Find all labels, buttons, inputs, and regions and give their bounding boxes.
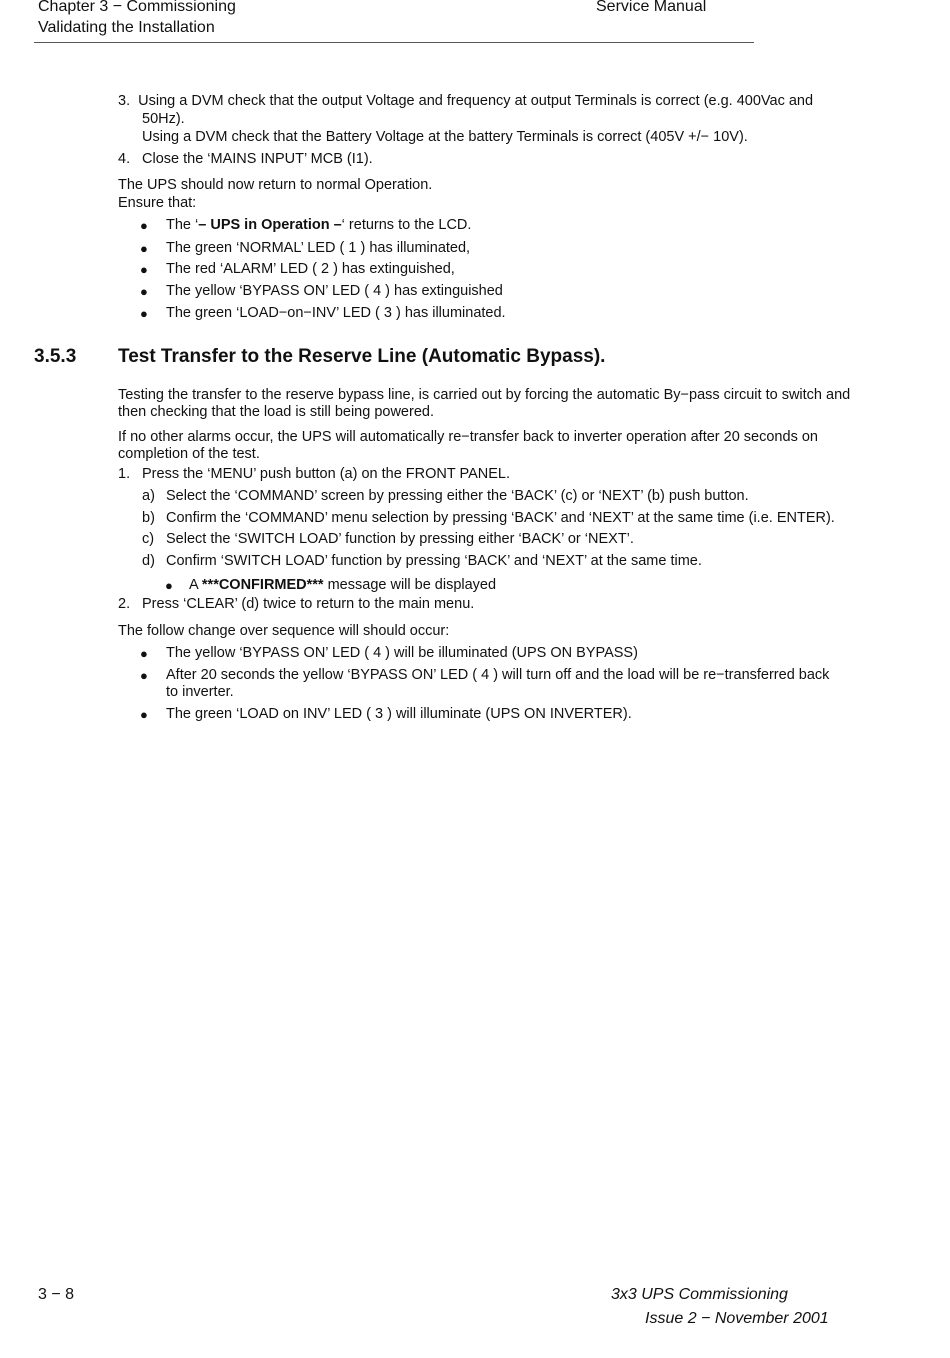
confirmed-post: message will be displayed (323, 577, 497, 593)
page-number: 3 − 8 (38, 1286, 75, 1303)
sequence-bullet-1 (139, 645, 844, 662)
step-2 (118, 596, 853, 613)
bullet-text-post: ‘ returns to the LCD. (341, 217, 472, 233)
step-number: 2. (118, 596, 131, 612)
bullet-text-bold: – UPS in Operation – (198, 217, 342, 233)
step-3-line-2: 50Hz). (142, 111, 185, 127)
bullet-icon: ● (140, 668, 148, 683)
step-number: 4. (118, 151, 131, 167)
step-number: 1. (118, 466, 131, 482)
confirmed-pre: A (189, 577, 202, 593)
bullet-text: After 20 seconds the yellow ‘BYPASS ON’ LED ( 4 ) will turn off and the load will be re−transferred back to inverter. (166, 667, 830, 700)
substep-b (142, 510, 862, 527)
substep-text: Confirm the ‘COMMAND’ menu selection by pressing ‘BACK’ and ‘NEXT’ at the same time (i.e. ENTER). (166, 510, 835, 526)
confirmed-bullet (164, 577, 496, 594)
bullet-text: The yellow ‘BYPASS ON’ LED ( 4 ) has extinguished (166, 283, 503, 299)
document-title: 3x3 UPS Commissioning (611, 1286, 788, 1303)
substep-a (142, 488, 862, 505)
section-title-header: Validating the Installation (38, 19, 215, 36)
substep-label: d) (142, 553, 155, 569)
substep-text: Select the ‘SWITCH LOAD’ function by pressing either ‘BACK’ or ‘NEXT’. (166, 531, 634, 547)
bullet-icon: ● (165, 578, 173, 593)
paragraph-1: Testing the transfer to the reserve bypass line, is carried out by forcing the automatic By−pass circuit to switch and then checking that the load is still being powered. (118, 387, 851, 420)
bullet-icon: ● (140, 218, 148, 233)
bullet-text: The green ‘LOAD−on−INV’ LED ( 3 ) has illuminated. (166, 305, 506, 321)
step-1 (118, 466, 853, 483)
step-text: Close the ‘MAINS INPUT’ MCB (I1). (142, 151, 373, 167)
ensure-bullet-3 (139, 261, 455, 278)
step-3-line-1: 3. Using a DVM check that the output Voltage and frequency at output Terminals is correct (e.g. 400Vac and (118, 93, 814, 109)
paragraph-2: If no other alarms occur, the UPS will automatically re−transfer back to inverter operation after 20 seconds on completion of the test. (118, 429, 818, 462)
bullet-icon: ● (140, 262, 148, 277)
sequence-intro: The follow change over sequence will should occur: (118, 623, 450, 639)
ensure-text: Ensure that: (118, 195, 197, 211)
section-number: 3.5.3 (34, 346, 77, 367)
bullet-icon: ● (140, 646, 148, 661)
substep-d (142, 553, 862, 570)
bullet-text-pre: The ‘ (166, 217, 199, 233)
sequence-bullet-2 (139, 667, 844, 701)
step-text: Press the ‘MENU’ push button (a) on the FRONT PANEL. (142, 466, 511, 482)
ensure-bullet-4 (139, 283, 503, 300)
ensure-bullet-1 (139, 217, 471, 234)
substep-c (142, 531, 862, 548)
confirmed-bold: ***CONFIRMED*** (201, 577, 324, 593)
manual-title: Service Manual (596, 0, 707, 15)
bullet-text: The yellow ‘BYPASS ON’ LED ( 4 ) will be illuminated (UPS ON BYPASS) (166, 645, 638, 661)
section-heading: Test Transfer to the Reserve Line (Automatic Bypass). (118, 346, 606, 367)
substep-label: a) (142, 488, 155, 504)
step-text: Press ‘CLEAR’ (d) twice to return to the main menu. (142, 596, 475, 612)
ensure-bullet-2 (139, 240, 470, 257)
substep-text: Select the ‘COMMAND’ screen by pressing either the ‘BACK’ (c) or ‘NEXT’ (b) push button. (166, 488, 749, 504)
sequence-bullet-3 (139, 706, 844, 723)
bullet-text: The green ‘NORMAL’ LED ( 1 ) has illuminated, (166, 240, 471, 256)
bullet-icon: ● (140, 306, 148, 321)
substep-text: Confirm ‘SWITCH LOAD’ function by pressing ‘BACK’ and ‘NEXT’ at the same time. (166, 553, 702, 569)
bullet-icon: ● (140, 241, 148, 256)
header-divider (34, 42, 754, 43)
ensure-bullet-5 (139, 305, 506, 322)
chapter-title: Chapter 3 − Commissioning (38, 0, 236, 15)
return-text: The UPS should now return to normal Operation. (118, 177, 433, 193)
bullet-text: The red ‘ALARM’ LED ( 2 ) has extinguished, (166, 261, 455, 277)
bullet-icon: ● (140, 284, 148, 299)
bullet-icon: ● (140, 707, 148, 722)
substep-label: c) (142, 531, 155, 547)
step-3-line-3: Using a DVM check that the Battery Voltage at the battery Terminals is correct (405V +/− 10V). (142, 129, 748, 145)
issue-date: Issue 2 − November 2001 (645, 1310, 829, 1327)
substep-label: b) (142, 510, 155, 526)
step-4 (118, 151, 853, 168)
bullet-text: The green ‘LOAD on INV’ LED ( 3 ) will illuminate (UPS ON INVERTER). (166, 706, 632, 722)
